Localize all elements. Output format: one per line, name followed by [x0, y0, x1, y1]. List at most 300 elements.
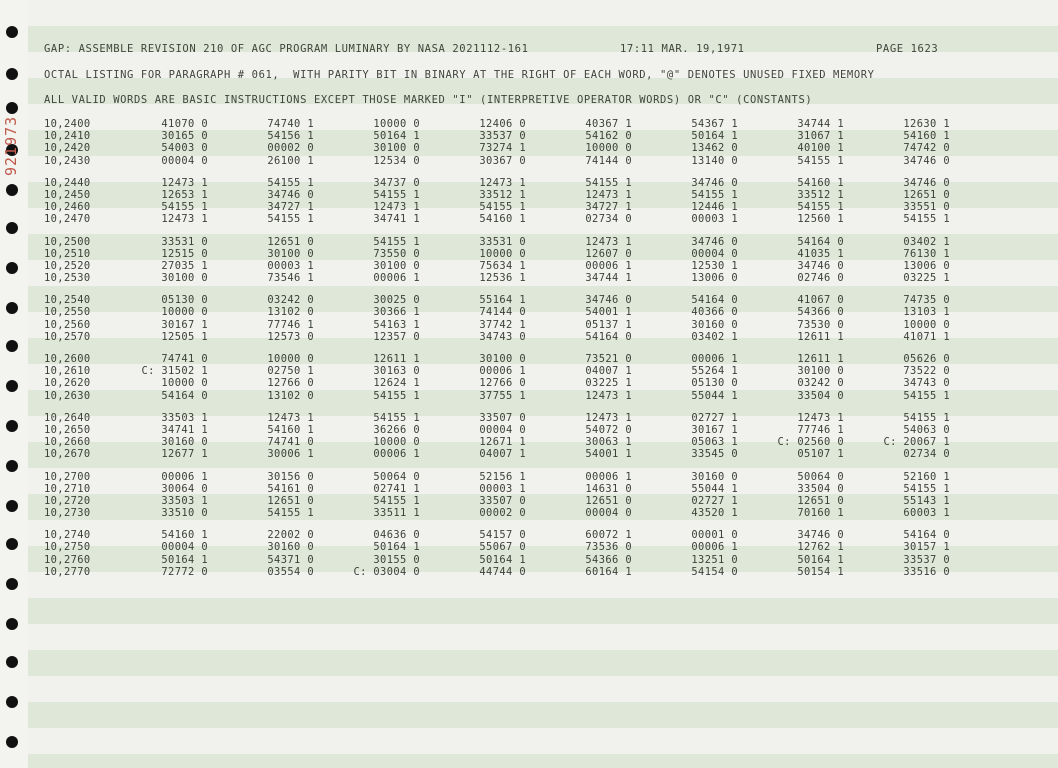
- octal-word: 74741 0: [161, 353, 208, 365]
- octal-word: 12560 1: [797, 213, 844, 226]
- octal-word: 13251 0: [691, 553, 738, 566]
- listing-row: [44, 412, 1044, 424]
- octal-word: 54160 1: [797, 176, 844, 189]
- memory-address: 10,2770: [44, 565, 91, 578]
- octal-word: 74144 0: [585, 154, 632, 167]
- octal-word: 13102 0: [267, 306, 314, 319]
- octal-word: 05137 1: [585, 318, 632, 331]
- row-group: [44, 529, 1044, 578]
- octal-word: 30367 0: [479, 154, 526, 167]
- feed-hole-icon: [6, 736, 18, 748]
- octal-word: 00003 1: [691, 213, 738, 226]
- memory-address: 10,2700: [44, 470, 91, 483]
- octal-word: 12473 1: [479, 176, 526, 189]
- octal-word: 54164 0: [691, 294, 738, 307]
- listing-row: [44, 436, 1044, 448]
- octal-word: 33503 1: [161, 411, 208, 424]
- memory-address: 10,2710: [44, 482, 91, 495]
- listing-row: [44, 155, 1044, 167]
- octal-word: C: 03004 0: [353, 565, 420, 578]
- octal-word: 54155 1: [373, 389, 420, 402]
- octal-word: 60072 1: [585, 529, 632, 542]
- memory-address: 10,2630: [44, 389, 91, 402]
- octal-word: 12766 0: [267, 377, 314, 390]
- octal-word: 54160 1: [479, 213, 526, 226]
- octal-word: 12630 1: [903, 118, 950, 130]
- row-group: [44, 236, 1044, 285]
- octal-word: 33512 1: [479, 188, 526, 201]
- listing-row: [44, 142, 1044, 154]
- row-group: [44, 294, 1044, 343]
- octal-word: 41071 1: [903, 330, 950, 343]
- octal-word: 13006 0: [903, 259, 950, 272]
- octal-word: 54164 0: [585, 330, 632, 343]
- octal-word: 33512 1: [797, 188, 844, 201]
- octal-word: 10000 0: [585, 142, 632, 155]
- octal-word: 73536 0: [585, 541, 632, 554]
- octal-word: 33551 0: [903, 201, 950, 214]
- octal-word: 30160 0: [161, 436, 208, 449]
- octal-word: 33531 0: [479, 235, 526, 248]
- octal-word: 34727 1: [585, 201, 632, 214]
- octal-word: 30167 1: [691, 423, 738, 436]
- octal-word: 33507 0: [479, 411, 526, 424]
- memory-address: 10,2740: [44, 529, 91, 542]
- octal-word: 34744 1: [797, 118, 844, 130]
- octal-word: 54155 1: [267, 176, 314, 189]
- feed-hole-icon: [6, 262, 18, 274]
- octal-word: 30063 1: [585, 436, 632, 449]
- octal-word: 12473 1: [797, 411, 844, 424]
- octal-word: 27035 1: [161, 259, 208, 272]
- octal-word: 76130 1: [903, 247, 950, 260]
- octal-word: 05063 1: [691, 436, 738, 449]
- octal-word: 34746 0: [585, 294, 632, 307]
- octal-word: 41070 0: [161, 118, 208, 130]
- octal-word: 74144 0: [479, 306, 526, 319]
- octal-word: 73550 0: [373, 247, 420, 260]
- octal-word: 02746 0: [797, 272, 844, 285]
- octal-word: 03402 1: [903, 235, 950, 248]
- feed-hole-icon: [6, 184, 18, 196]
- octal-word: 73521 0: [585, 353, 632, 365]
- octal-word: 44744 0: [479, 565, 526, 578]
- listing-row: [44, 353, 1044, 365]
- feed-hole-icon: [6, 460, 18, 472]
- octal-word: 00006 1: [585, 470, 632, 483]
- row-group: [44, 471, 1044, 520]
- feed-hole-icon: [6, 618, 18, 630]
- octal-word: 12611 1: [373, 353, 420, 365]
- feed-hole-icon: [6, 102, 18, 114]
- octal-word: 54063 0: [903, 423, 950, 436]
- octal-word: 33516 0: [903, 565, 950, 578]
- octal-word: 30160 0: [691, 470, 738, 483]
- octal-word: 34746 0: [691, 176, 738, 189]
- octal-word: 02734 0: [585, 213, 632, 226]
- octal-word: 13006 0: [691, 272, 738, 285]
- listing-row: [44, 306, 1044, 318]
- listing-row: [44, 201, 1044, 213]
- octal-word: 30366 1: [373, 306, 420, 319]
- memory-address: 10,2540: [44, 294, 91, 307]
- octal-word: 05107 1: [797, 448, 844, 461]
- octal-word: 02734 0: [903, 448, 950, 461]
- memory-address: 10,2730: [44, 507, 91, 520]
- memory-address: 10,2600: [44, 353, 91, 365]
- octal-word: 33510 0: [161, 507, 208, 520]
- listing-row: [44, 236, 1044, 248]
- listing-row: [44, 189, 1044, 201]
- feed-hole-icon: [6, 26, 18, 38]
- octal-word: 33537 0: [903, 553, 950, 566]
- octal-word: 33531 0: [161, 235, 208, 248]
- octal-word: 26100 1: [267, 154, 314, 167]
- listing-row: [44, 130, 1044, 142]
- feed-hole-icon: [6, 302, 18, 314]
- octal-word: 30100 0: [479, 353, 526, 365]
- octal-word: 54164 0: [797, 235, 844, 248]
- octal-word: 54157 0: [479, 529, 526, 542]
- memory-address: 10,2720: [44, 494, 91, 507]
- octal-word: 55067 0: [479, 541, 526, 554]
- octal-word: 74740 1: [267, 118, 314, 130]
- octal-word: 50064 0: [373, 470, 420, 483]
- memory-address: 10,2750: [44, 541, 91, 554]
- memory-address: 10,2620: [44, 377, 91, 390]
- octal-word: 02727 1: [691, 494, 738, 507]
- listing-row: [44, 213, 1044, 225]
- octal-word: 54001 1: [585, 448, 632, 461]
- octal-word: 02750 1: [267, 365, 314, 378]
- listing-row: [44, 541, 1044, 553]
- octal-word: 52156 1: [479, 470, 526, 483]
- feed-hole-icon: [6, 696, 18, 708]
- octal-word: 34743 0: [903, 377, 950, 390]
- octal-word: 12611 1: [797, 353, 844, 365]
- octal-word: 12473 1: [373, 201, 420, 214]
- header-listing-description: OCTAL LISTING FOR PARAGRAPH # 061, WITH PARITY BIT IN BINARY AT THE RIGHT OF EACH WORD, "@" DENOTES UNUSED FIXED MEMORY: [44, 69, 875, 81]
- octal-word: 54155 1: [903, 389, 950, 402]
- octal-word: 02741 1: [373, 482, 420, 495]
- octal-word: 54155 1: [161, 201, 208, 214]
- octal-word: 54155 1: [479, 201, 526, 214]
- octal-word: 34741 1: [373, 213, 420, 226]
- octal-word: 03242 0: [797, 377, 844, 390]
- octal-word: 13462 0: [691, 142, 738, 155]
- octal-word: 03402 1: [691, 330, 738, 343]
- octal-word: 00003 1: [479, 482, 526, 495]
- listing-row: [44, 424, 1044, 436]
- octal-word: 03554 0: [267, 565, 314, 578]
- octal-word: 12473 1: [267, 411, 314, 424]
- octal-word: 30064 0: [161, 482, 208, 495]
- octal-word: 00004 0: [161, 154, 208, 167]
- octal-word: 54155 1: [373, 235, 420, 248]
- octal-word: 54367 1: [691, 118, 738, 130]
- octal-word: 40366 0: [691, 306, 738, 319]
- octal-word: 33504 0: [797, 389, 844, 402]
- octal-word: 37742 1: [479, 318, 526, 331]
- row-group: [44, 177, 1044, 226]
- octal-word: 50064 0: [797, 470, 844, 483]
- octal-word: 54154 0: [691, 565, 738, 578]
- feed-hole-icon: [6, 68, 18, 80]
- feed-hole-icon: [6, 222, 18, 234]
- memory-address: 10,2460: [44, 201, 91, 214]
- listing-row: [44, 483, 1044, 495]
- octal-word: 50164 1: [691, 130, 738, 143]
- octal-word: 30160 0: [267, 541, 314, 554]
- octal-word: 34746 0: [797, 529, 844, 542]
- octal-word: 12624 1: [373, 377, 420, 390]
- octal-word: C: 31502 1: [141, 365, 208, 378]
- listing-row: [44, 177, 1044, 189]
- octal-word: 36266 0: [373, 423, 420, 436]
- octal-word: 00006 1: [585, 259, 632, 272]
- octal-word: 54003 0: [161, 142, 208, 155]
- listing-row: [44, 507, 1044, 519]
- memory-address: 10,2440: [44, 176, 91, 189]
- octal-word: 12473 1: [585, 389, 632, 402]
- octal-word: 54155 1: [267, 213, 314, 226]
- octal-word: 50164 1: [479, 553, 526, 566]
- memory-address: 10,2420: [44, 142, 91, 155]
- octal-word: 10000 0: [373, 118, 420, 130]
- feed-hole-icon: [6, 578, 18, 590]
- octal-word: 55044 1: [691, 389, 738, 402]
- octal-word: 33511 1: [373, 507, 420, 520]
- listing-row: [44, 272, 1044, 284]
- octal-word: 70160 1: [797, 507, 844, 520]
- octal-word: 54163 1: [373, 318, 420, 331]
- octal-word: 30165 0: [161, 130, 208, 143]
- octal-word: 74735 0: [903, 294, 950, 307]
- memory-address: 10,2530: [44, 272, 91, 285]
- octal-word: 12473 1: [161, 213, 208, 226]
- octal-word: 54160 1: [903, 130, 950, 143]
- memory-address: 10,2610: [44, 365, 91, 378]
- octal-word: 04636 0: [373, 529, 420, 542]
- feed-hole-icon: [6, 500, 18, 512]
- octal-word: 30160 0: [691, 318, 738, 331]
- memory-address: 10,2570: [44, 330, 91, 343]
- header-timestamp: 17:11 MAR. 19,1971: [620, 43, 745, 55]
- listing-row: [44, 331, 1044, 343]
- octal-word: 60164 1: [585, 565, 632, 578]
- octal-word: 34743 0: [479, 330, 526, 343]
- listing-row: [44, 529, 1044, 541]
- octal-word: 22002 0: [267, 529, 314, 542]
- octal-word: 04007 1: [479, 448, 526, 461]
- octal-word: 30167 1: [161, 318, 208, 331]
- octal-word: 33503 1: [161, 494, 208, 507]
- listing-row: [44, 248, 1044, 260]
- octal-word: 00002 0: [479, 507, 526, 520]
- feed-hole-icon: [6, 656, 18, 668]
- octal-word: C: 20067 1: [883, 436, 950, 449]
- octal-word: 54155 1: [267, 507, 314, 520]
- octal-word: 55164 1: [479, 294, 526, 307]
- octal-word: 12573 0: [267, 330, 314, 343]
- octal-word: 73522 0: [903, 365, 950, 378]
- octal-word: 73274 1: [479, 142, 526, 155]
- octal-word: 34727 1: [267, 201, 314, 214]
- octal-word: 30006 1: [267, 448, 314, 461]
- memory-address: 10,2640: [44, 411, 91, 424]
- octal-word: 72772 0: [161, 565, 208, 578]
- octal-word: 30100 0: [373, 259, 420, 272]
- octal-word: 12473 1: [585, 188, 632, 201]
- listing-row: [44, 294, 1044, 306]
- octal-word: 12651 0: [903, 188, 950, 201]
- octal-word: 13140 0: [691, 154, 738, 167]
- octal-word: 75634 1: [479, 259, 526, 272]
- memory-address: 10,2510: [44, 247, 91, 260]
- memory-address: 10,2450: [44, 188, 91, 201]
- octal-word: 13102 0: [267, 389, 314, 402]
- octal-word: 12530 1: [691, 259, 738, 272]
- octal-word: 37755 1: [479, 389, 526, 402]
- octal-word: 54155 1: [585, 176, 632, 189]
- octal-word: 12762 1: [797, 541, 844, 554]
- octal-word: 00004 0: [691, 247, 738, 260]
- octal-word: 30100 0: [267, 247, 314, 260]
- octal-word: 12534 0: [373, 154, 420, 167]
- octal-word: 00006 1: [373, 448, 420, 461]
- octal-word: 10000 0: [373, 436, 420, 449]
- octal-word: 00004 0: [479, 423, 526, 436]
- memory-address: 10,2410: [44, 130, 91, 143]
- octal-word: 34744 1: [585, 272, 632, 285]
- octal-word: 77746 1: [267, 318, 314, 331]
- octal-word: 54001 1: [585, 306, 632, 319]
- octal-word: 54366 0: [797, 306, 844, 319]
- octal-word: 12766 0: [479, 377, 526, 390]
- octal-word: 74742 0: [903, 142, 950, 155]
- listing-row: [44, 377, 1044, 389]
- octal-word: 50164 1: [373, 130, 420, 143]
- memory-address: 10,2400: [44, 118, 91, 130]
- memory-address: 10,2430: [44, 154, 91, 167]
- header-legend-note: ALL VALID WORDS ARE BASIC INSTRUCTIONS EXCEPT THOSE MARKED "I" (INTERPRETIVE OPERATOR WORDS) OR "C" (CONSTANTS): [44, 94, 813, 106]
- listing-row: [44, 554, 1044, 566]
- listing-row: [44, 365, 1044, 377]
- octal-word: 12651 0: [797, 494, 844, 507]
- octal-word: 12671 1: [479, 436, 526, 449]
- octal-word: 43520 1: [691, 507, 738, 520]
- octal-word: 55264 1: [691, 365, 738, 378]
- octal-word: 00006 1: [161, 470, 208, 483]
- octal-word: 12536 1: [479, 272, 526, 285]
- octal-word: 00002 0: [267, 142, 314, 155]
- row-group: [44, 118, 1044, 167]
- octal-word: 00004 0: [161, 541, 208, 554]
- octal-word: 00001 0: [691, 529, 738, 542]
- octal-word: 54072 0: [585, 423, 632, 436]
- octal-word: 12677 1: [161, 448, 208, 461]
- octal-word: 10000 0: [161, 306, 208, 319]
- octal-word: 30025 0: [373, 294, 420, 307]
- octal-word: 30100 0: [797, 365, 844, 378]
- octal-word: 50154 1: [797, 565, 844, 578]
- memory-address: 10,2470: [44, 213, 91, 226]
- row-group: [44, 353, 1044, 402]
- octal-word: 05626 0: [903, 353, 950, 365]
- octal-word: 12357 0: [373, 330, 420, 343]
- octal-word: 50164 1: [373, 541, 420, 554]
- octal-word: 54164 0: [161, 389, 208, 402]
- octal-word: 33545 0: [691, 448, 738, 461]
- octal-listing-table: [44, 118, 1044, 588]
- listing-row: [44, 319, 1044, 331]
- octal-word: 12473 1: [161, 176, 208, 189]
- octal-word: 30100 0: [161, 272, 208, 285]
- octal-word: 34746 0: [267, 188, 314, 201]
- octal-word: 30100 0: [373, 142, 420, 155]
- octal-word: 12446 1: [691, 201, 738, 214]
- octal-word: 10000 0: [161, 377, 208, 390]
- memory-address: 10,2670: [44, 448, 91, 461]
- octal-word: 41035 1: [797, 247, 844, 260]
- octal-word: 10000 0: [903, 318, 950, 331]
- octal-word: 54156 1: [267, 130, 314, 143]
- octal-word: 12651 0: [585, 494, 632, 507]
- octal-word: 33537 0: [479, 130, 526, 143]
- memory-address: 10,2650: [44, 423, 91, 436]
- listing-row: [44, 448, 1044, 460]
- octal-word: 54155 1: [373, 411, 420, 424]
- octal-word: 34746 0: [797, 259, 844, 272]
- octal-word: 73530 0: [797, 318, 844, 331]
- octal-word: 30163 0: [373, 365, 420, 378]
- octal-word: 54160 1: [267, 423, 314, 436]
- memory-address: 10,2500: [44, 235, 91, 248]
- octal-word: 03225 1: [585, 377, 632, 390]
- octal-word: 33504 0: [797, 482, 844, 495]
- octal-word: 04007 1: [585, 365, 632, 378]
- octal-word: 54371 0: [267, 553, 314, 566]
- octal-word: 34746 0: [903, 176, 950, 189]
- octal-word: 54155 1: [797, 201, 844, 214]
- memory-address: 10,2520: [44, 259, 91, 272]
- octal-word: 34737 0: [373, 176, 420, 189]
- octal-word: 52160 1: [903, 470, 950, 483]
- octal-word: 54161 0: [267, 482, 314, 495]
- octal-word: 12473 1: [585, 411, 632, 424]
- octal-word: 54162 0: [585, 130, 632, 143]
- octal-word: 54155 1: [691, 188, 738, 201]
- octal-word: 03225 1: [903, 272, 950, 285]
- octal-word: 05130 0: [691, 377, 738, 390]
- octal-word: 73546 1: [267, 272, 314, 285]
- octal-word: 02727 1: [691, 411, 738, 424]
- octal-word: 30157 1: [903, 541, 950, 554]
- octal-word: 12651 0: [267, 494, 314, 507]
- octal-word: 13103 1: [903, 306, 950, 319]
- octal-word: 77746 1: [797, 423, 844, 436]
- octal-word: 00006 1: [373, 272, 420, 285]
- octal-word: 00006 1: [691, 353, 738, 365]
- memory-address: 10,2560: [44, 318, 91, 331]
- octal-word: 50164 1: [797, 553, 844, 566]
- octal-word: 40367 1: [585, 118, 632, 130]
- octal-word: 54155 1: [797, 154, 844, 167]
- listing-row: [44, 390, 1044, 402]
- row-group: [44, 412, 1044, 461]
- octal-word: 50164 1: [161, 553, 208, 566]
- octal-word: 00006 1: [479, 365, 526, 378]
